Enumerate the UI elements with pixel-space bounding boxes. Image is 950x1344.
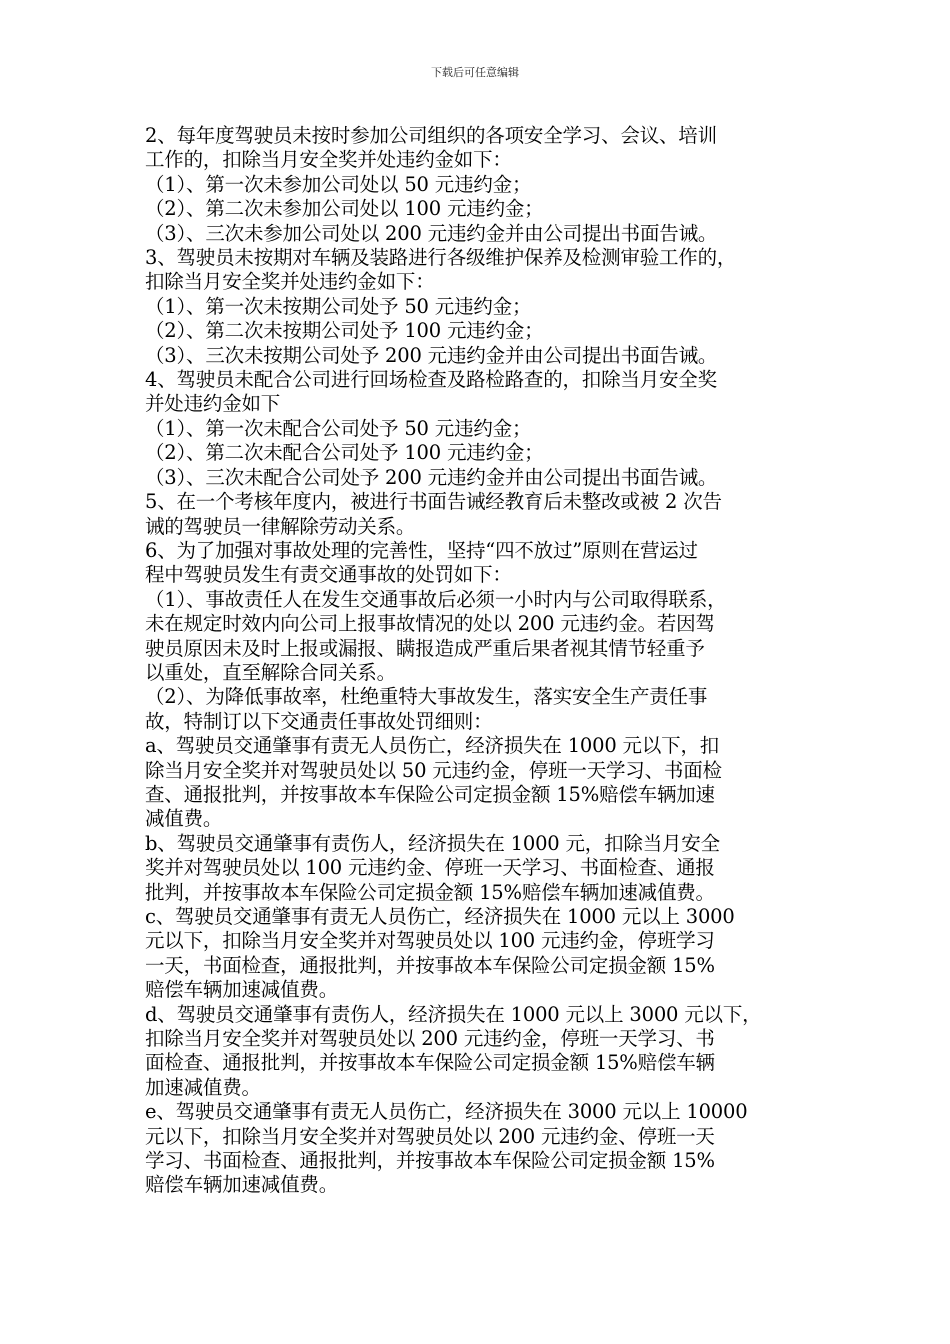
text-line: （2）、第二次未按期公司处予 100 元违约金；	[145, 319, 544, 343]
text-line: （1）、事故责任人在发生交通事故后必须一小时内与公司取得联系，	[145, 587, 727, 611]
text-line: （3）、三次未配合公司处予 200 元违约金并由公司提出书面告诫。	[145, 465, 718, 489]
page-header: 下载后可任意编辑	[431, 66, 519, 79]
text-line: c、驾驶员交通肇事有责无人员伤亡，经济损失在 1000 元以上 3000	[145, 905, 735, 928]
text-line: 扣除当月安全奖并对驾驶员处以 200 元违约金，停班一天学习、书	[145, 1027, 715, 1051]
text-line: 加速减值费。	[145, 1075, 261, 1099]
text-line: 元以下，扣除当月安全奖并对驾驶员处以 200 元违约金、停班一天	[145, 1124, 715, 1148]
text-line: 面检查、通报批判，并按事故本车保险公司定损金额 15%赔偿车辆	[145, 1051, 715, 1075]
text-line: 驶员原因未及时上报或漏报、瞒报造成严重后果者视其情节轻重予	[145, 636, 705, 660]
text-line: 以重处，直至解除合同关系。	[145, 660, 396, 684]
text-line: （2）、第二次未参加公司处以 100 元违约金；	[145, 197, 544, 221]
text-line: b、驾驶员交通肇事有责伤人，经济损失在 1000 元，扣除当月安全	[145, 831, 720, 855]
text-line: d、驾驶员交通肇事有责伤人，经济损失在 1000 元以上 3000 元以下，	[145, 1002, 762, 1026]
text-line: 奖并对驾驶员处以 100 元违约金、停班一天学习、书面检查、通报	[145, 856, 715, 880]
text-line: （3）、三次未按期公司处予 200 元违约金并由公司提出书面告诫。	[145, 343, 718, 367]
text-line: 2、每年度驾驶员未按时参加公司组织的各项安全学习、会议、培训	[145, 124, 717, 147]
text-line: 一天，书面检查，通报批判，并按事故本车保险公司定损金额 15%	[145, 953, 715, 977]
text-line: 并处违约金如下	[145, 392, 281, 416]
text-line: 批判，并按事故本车保险公司定损金额 15%赔偿车辆加速减值费。	[145, 880, 715, 904]
text-line: 诫的驾驶员一律解除劳动关系。	[145, 514, 416, 538]
text-line: 故，特制订以下交通责任事故处罚细则：	[145, 709, 493, 733]
document-body	[145, 124, 813, 1198]
text-line: （1）、第一次未按期公司处予 50 元违约金；	[145, 294, 532, 318]
text-line: （3）、三次未参加公司处以 200 元违约金并由公司提出书面告诫。	[145, 221, 718, 245]
text-line: 除当月安全奖并对驾驶员处以 50 元违约金，停班一天学习、书面检	[145, 758, 722, 782]
text-line: 赔偿车辆加速减值费。	[145, 978, 339, 1002]
text-line: 查、通报批判，并按事故本车保险公司定损金额 15%赔偿车辆加速	[145, 782, 715, 806]
text-line: a、驾驶员交通肇事有责无人员伤亡，经济损失在 1000 元以下，扣	[145, 734, 720, 758]
text-line: 3、驾驶员未按期对车辆及装路进行各级维护保养及检测审验工作的，	[145, 246, 737, 270]
text-line: （2）、为降低事故率，杜绝重特大事故发生，落实安全生产责任事	[145, 685, 708, 709]
text-line: 4、驾驶员未配合公司进行回场检查及路检路查的，扣除当月安全奖	[145, 368, 717, 392]
text-line: 未在规定时效内向公司上报事故情况的处以 200 元违约金。若因驾	[145, 612, 715, 636]
text-line: e、驾驶员交通肇事有责无人员伤亡，经济损失在 3000 元以上 10000	[145, 1100, 748, 1124]
text-line: （2）、第二次未配合公司处予 100 元违约金；	[145, 441, 544, 465]
text-line: 赔偿车辆加速减值费。	[145, 1173, 339, 1197]
text-line: （1）、第一次未配合公司处予 50 元违约金；	[145, 416, 532, 440]
text-line: 工作的，扣除当月安全奖并处违约金如下：	[145, 148, 512, 172]
text-line: （1）、第一次未参加公司处以 50 元违约金；	[145, 172, 532, 196]
text-line: 6、为了加强对事故处理的完善性，坚持“四不放过”原则在营运过	[145, 538, 698, 562]
text-line: 5、在一个考核年度内，被进行书面告诫经教育后未整改或被 2 次告	[145, 490, 722, 514]
text-line: 减值费。	[145, 807, 223, 831]
text-line: 元以下，扣除当月安全奖并对驾驶员处以 100 元违约金，停班学习	[145, 929, 715, 953]
text-line: 扣除当月安全奖并处违约金如下：	[145, 270, 435, 294]
text-line: 学习、书面检查、通报批判，并按事故本车保险公司定损金额 15%	[145, 1149, 715, 1173]
text-line: 程中驾驶员发生有责交通事故的处罚如下：	[145, 563, 512, 587]
